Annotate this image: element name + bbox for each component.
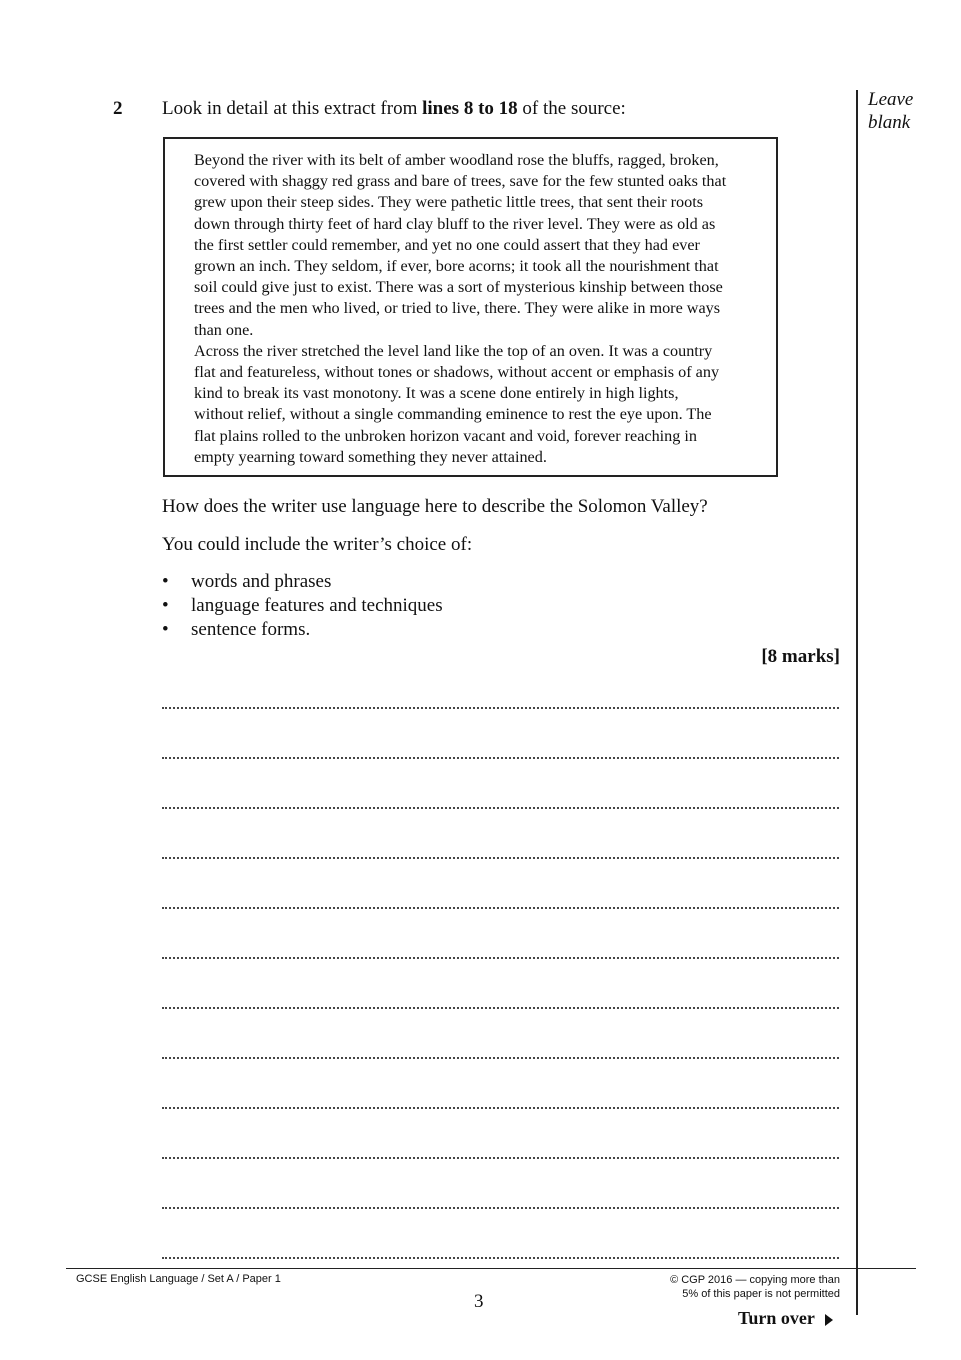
turn-over-label: Turn over [738, 1308, 833, 1329]
footer-rule [66, 1268, 916, 1269]
marks-label: [8 marks] [761, 646, 840, 667]
answer-line[interactable] [162, 1207, 839, 1209]
margin-rule [856, 90, 858, 1315]
bullet-icon: • [162, 619, 169, 640]
bullet-icon: • [162, 571, 169, 592]
question-number: 2 [113, 98, 123, 119]
question-text: Look in detail at this extract from lines 8 to 18 of the source: [162, 98, 626, 119]
answer-line[interactable] [162, 1257, 839, 1259]
list-item: • language features and techniques [162, 595, 443, 616]
footer-paper-title: GCSE English Language / Set A / Paper 1 [76, 1273, 281, 1285]
answer-line[interactable] [162, 1107, 839, 1109]
leave-blank-label: Leave blank [868, 89, 914, 133]
bullet-icon: • [162, 595, 169, 616]
include-intro: You could include the writer’s choice of: [162, 534, 473, 555]
footer-copyright: © CGP 2016 — copying more than 5% of this paper is not permitted [670, 1274, 840, 1300]
list-item: • sentence forms. [162, 619, 311, 640]
guidance-list [162, 570, 443, 642]
arrow-right-icon [825, 1314, 833, 1326]
extract-paragraph-2: Across the river stretched the level land like the top of an oven. It was a country flat and featureless, without tones or shadows, without accent or emphasis of any kind to break its vast monotony. It was a scene done entirely in high lights, without relief, without a single commanding eminence to rest the eye upon. The flat plains rolled to the unbroken horizon vacant and void, forever reaching in empty yearning toward something they never attained. [194, 341, 720, 466]
list-item: • words and phrases [162, 571, 332, 592]
answer-line[interactable] [162, 1157, 839, 1159]
question-prompt: How does the writer use language here to describe the Solomon Valley? [162, 496, 708, 517]
answer-line[interactable] [162, 707, 839, 709]
answer-line[interactable] [162, 1007, 839, 1009]
extract-paragraph-1: Beyond the river with its belt of amber woodland rose the bluffs, ragged, broken, covered with shaggy red grass and bare of trees, save for the few stunted oaks that grew upon their steep sides. They were pathetic little trees, that sent their roots down through thirty feet of hard clay bluff to the river level. They were as old as the first settler could remember, and yet no one could assert that they had ever grown an inch. They seldom, if ever, bore acorns; it took all the nourishment that soil could give just to exist. There was a sort of mysterious kinship between those trees and the men who lived, or tried to live, there. They were alike in more ways than one. [194, 151, 727, 339]
answer-line[interactable] [162, 757, 839, 759]
source-extract-box [163, 137, 778, 477]
answer-line[interactable] [162, 907, 839, 909]
answer-line[interactable] [162, 807, 839, 809]
answer-line[interactable] [162, 1057, 839, 1059]
page-number: 3 [474, 1291, 484, 1312]
answer-line[interactable] [162, 957, 839, 959]
answer-line[interactable] [162, 857, 839, 859]
